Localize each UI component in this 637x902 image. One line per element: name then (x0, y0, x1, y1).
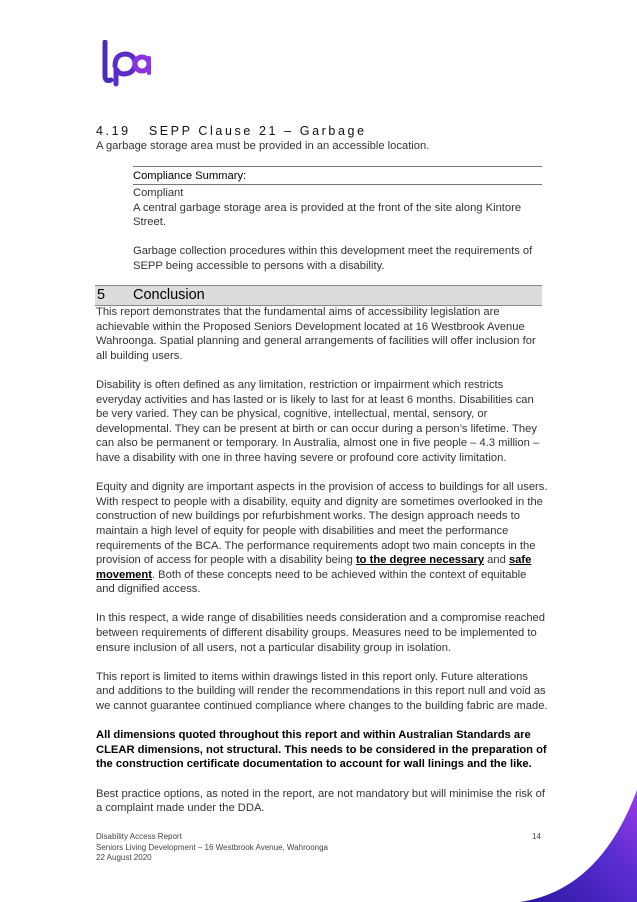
paragraph: Disability is often defined as any limitation, restriction or impairment which restricts everyday activities and has lasted or is likely to last for at least 6 months. Disabilities can be very varied. They can be physical, cognitive, intellectual, mental, sensory, or developmental. They can be present at birth or can occur during a person’s lifetime. They can also be permanent or temporary. In Australia, almost one in five people – 4.3 million – have a disability with one in three having severe or profound core activity limitation. (96, 378, 540, 464)
page-number: 14 (532, 832, 541, 841)
section-title: SEPP Clause 21 – Garbage (148, 124, 367, 138)
footer-report-title: Disability Access Report (96, 832, 182, 841)
compliance-paragraph: Garbage collection procedures within this development meet the requirements of SEPP being accessible to persons with a disability. (133, 245, 533, 272)
conclusion-title: Conclusion (133, 287, 205, 303)
paragraph-text: and (484, 554, 509, 567)
compliance-summary-title: Compliance Summary: (133, 169, 542, 185)
paragraph: In this respect, a wide range of disabilities needs consideration and a compromise reached between requirements of different disability groups. Measures need to be implemented to ensure inclusion of all users, not a particular disability group in isolation. (96, 612, 545, 654)
paragraph-text: . Both of these concepts need to be achieved within the context of equitable and dignified access. (96, 568, 527, 596)
paragraph: Best practice options, as noted in the report, are not mandatory but will minimise the risk of a complaint made under the DDA. (96, 787, 545, 815)
compliance-paragraph: A central garbage storage area is provided at the front of the site along Kintore Street. (133, 201, 522, 229)
compliance-status: Compliant (133, 187, 184, 199)
section-intro: A garbage storage area must be provided in an accessible location. (96, 140, 430, 152)
link-safe-movement[interactable]: safe movement (96, 554, 532, 581)
paragraph-text: Equity and dignity are important aspects in the provision of access to buildings for all users. With respect to people with a disability, equity and dignity are sometimes overlooked in the construction of new buildings por refurbishment works. The design approach needs to maintain a high level of equity for people with disabilities and meet the performance requirements of the BCA. The performance requirements adopt two main concepts in the provision of access for people with a disability being (96, 481, 548, 567)
link-to-the-degree-necessary[interactable]: to the degree necessary (355, 554, 485, 567)
footer-date: 22 August 2020 (96, 853, 152, 862)
paragraph: This report is limited to items within drawings listed in this report only. Future alterations and additions to the building will render the recommendations in this report null and void as we cannot guarantee continued compliance where changes to the building fabric are made. (96, 670, 548, 713)
compliance-summary-body (133, 186, 538, 274)
conclusion-heading (95, 285, 542, 306)
compliance-summary-box (133, 166, 542, 286)
footer-project: Seniors Living Development – 16 Westbrook Avenue, Wahroonga (96, 842, 328, 852)
paragraph (96, 480, 548, 597)
page-footer (96, 832, 396, 864)
section-number: 4.19 (96, 124, 131, 138)
conclusion-number: 5 (97, 287, 106, 303)
lpa-logo (101, 40, 151, 88)
corner-swoosh-decoration (520, 790, 637, 902)
conclusion-body (96, 305, 548, 830)
paragraph: This report demonstrates that the fundamental aims of accessibility legislation are achievable within the Proposed Seniors Development located at 16 Westbrook Avenue Wahroonga. Spatial planning and general arrangements of facilities will offer inclusion for all building users. (96, 306, 536, 362)
section-heading (96, 124, 556, 138)
bold-paragraph: All dimensions quoted throughout this report and within Australian Standards are CLEAR dimensions, not structural. This needs to be considered in the preparation of the construction certificate documentation to account for wall linings and the like. (96, 729, 547, 771)
